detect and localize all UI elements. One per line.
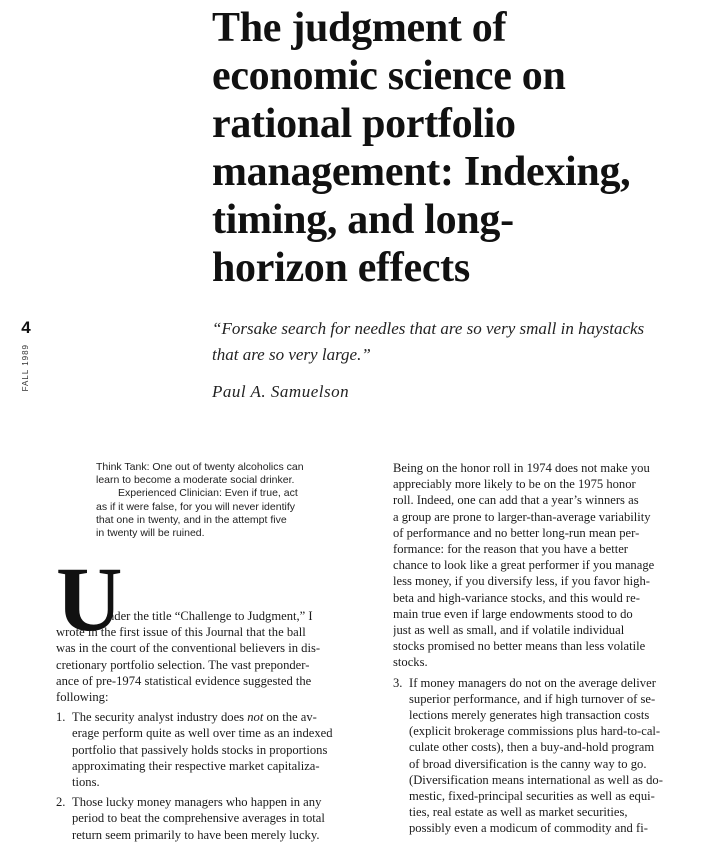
body-line: following:: [56, 690, 109, 705]
dialogue-epigraph: [96, 461, 366, 540]
page-number: 4: [21, 318, 31, 337]
body-line: a group are prone to larger-than-average variability: [393, 509, 651, 524]
body-line: period to beat the comprehensive averages in total: [72, 811, 325, 826]
body-line: Those lucky money managers who happen in any: [72, 795, 322, 810]
dialogue-line: in twenty will be ruined.: [96, 527, 205, 540]
body-line: [72, 709, 374, 725]
body-line: appreciably more likely to be on the 1975 honor: [393, 477, 636, 492]
body-line: mestic, fixed-principal securities as well as equi-: [409, 789, 655, 804]
list-item: [56, 794, 374, 843]
list-item: [393, 675, 711, 837]
body-line: formance: for the reason that you have a better: [393, 542, 628, 557]
body-line: just as well as small, and if volatile individual: [393, 623, 625, 638]
body-line: ance of pre-1974 statistical evidence suggested the: [56, 673, 312, 688]
body-line: stocks promised no better means than less volatile: [393, 639, 646, 654]
author-name: Paul A. Samuelson: [212, 382, 350, 401]
body-line: beta and high-variance stocks, and this would re-: [393, 590, 640, 605]
body-column-right: [393, 460, 711, 837]
body-column-left: [56, 548, 374, 843]
title-line: The judgment of: [212, 5, 507, 51]
body-line: was in the court of the conventional believers in dis-: [56, 641, 321, 656]
title-line: horizon effects: [212, 245, 470, 291]
dialogue-line: learn to become a moderate social drinker.: [96, 474, 295, 487]
body-line: of broad diversification is the canny way to go.: [409, 756, 647, 771]
dialogue-line: that one in twenty, and in the attempt five: [96, 513, 287, 526]
body-line: nder the title “Challenge to Judgment,” I: [108, 609, 313, 623]
body-line: (Diversification means international as well as do-: [409, 772, 663, 787]
text-fragment: The security analyst industry does: [72, 710, 248, 725]
body-line: possibly even a modicum of commodity and fi-: [409, 821, 648, 836]
body-line: (explicit brokerage commissions plus hard-to-cal-: [409, 724, 661, 739]
list-number: 1.: [56, 710, 66, 725]
body-line: main true even if large endowments stood to do: [393, 606, 633, 621]
epigraph-line: that are so very large.”: [212, 345, 371, 364]
body-line: tions.: [72, 775, 100, 790]
body-line: cretionary portfolio selection. The vast preponder-: [56, 657, 310, 672]
title-line: timing, and long-: [212, 197, 514, 243]
epigraph: [212, 316, 702, 368]
body-line: return seem primarily to have been merely lucky.: [72, 827, 320, 842]
article-title: [212, 4, 712, 292]
body-line: portfolio that passively holds stocks in proportions: [72, 742, 328, 757]
text-fragment: on the av-: [263, 710, 317, 725]
body-line: approximating their respective market capitaliza-: [72, 758, 320, 773]
body-line: superior performance, and if high turnover of se-: [409, 691, 656, 706]
body-line: If money managers do not on the average deliver: [409, 675, 656, 690]
list-number: 3.: [393, 675, 403, 690]
body-line: less money, if you diversify less, if you favor high-: [393, 574, 650, 589]
list-item: [56, 709, 374, 790]
body-line: wrote in the first issue of this Journal that the ball: [56, 625, 306, 640]
body-line: culate other costs), then a buy-and-hold program: [409, 740, 655, 755]
page-margin-label: [14, 318, 38, 391]
dialogue-line: Experienced Clinician: Even if true, act: [118, 487, 298, 500]
title-line: economic science on: [212, 53, 566, 99]
body-line: chance to look like a great performer if you manage: [393, 558, 655, 573]
dialogue-line: as if it were false, for you will never identify: [96, 500, 295, 513]
emphasis: not: [247, 710, 264, 725]
dialogue-line: Think Tank: One out of twenty alcoholics can: [96, 461, 304, 473]
list-number: 2.: [56, 795, 66, 810]
body-line: erage perform quite as well over time as an indexed: [72, 726, 333, 741]
title-line: management: Indexing,: [212, 149, 631, 195]
drop-cap: U: [56, 548, 123, 650]
title-line: rational portfolio: [212, 101, 516, 147]
body-line: Being on the honor roll in 1974 does not make you: [393, 461, 650, 475]
body-line: ties, real estate as well as market securities,: [409, 805, 628, 820]
body-line: stocks.: [393, 655, 428, 670]
body-line: roll. Indeed, one can add that a year’s winners as: [393, 493, 639, 508]
body-line: lections merely generates high transaction costs: [409, 708, 650, 723]
epigraph-line: “Forsake search for needles that are so very small in haystacks: [212, 319, 645, 338]
issue-label: FALL 1989: [21, 344, 30, 392]
body-line: of performance and no better long-run mean per-: [393, 525, 640, 540]
